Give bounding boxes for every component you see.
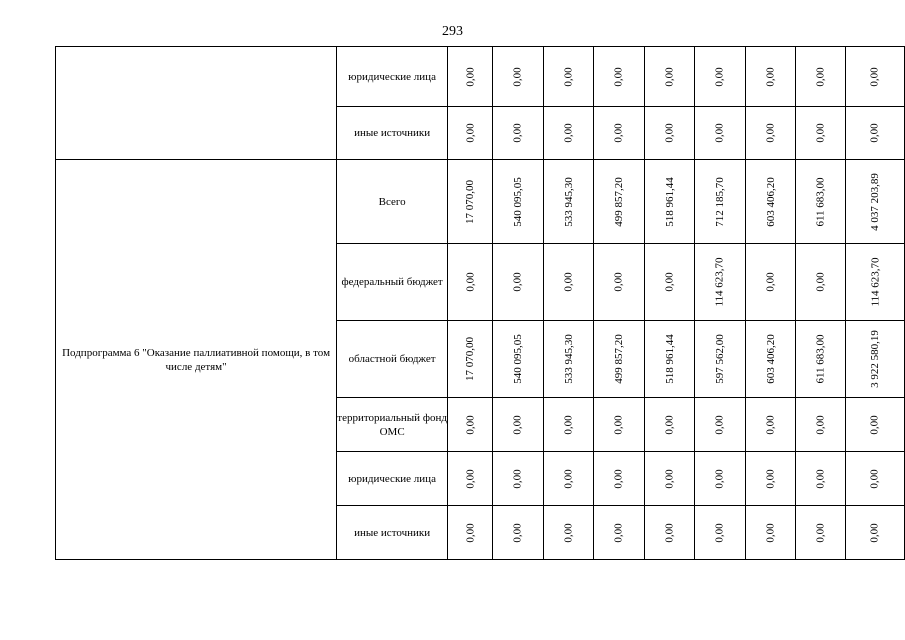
value-cell: 0,00 [796, 47, 846, 107]
value-cell: 0,00 [796, 244, 846, 321]
value-cell: 533 945,30 [543, 160, 594, 244]
value-cell: 499 857,20 [594, 160, 645, 244]
value-cell: 0,00 [846, 452, 905, 506]
value-cell: 0,00 [644, 47, 695, 107]
value-cell: 0,00 [493, 244, 544, 321]
value-cell: 0,00 [695, 452, 746, 506]
value-cell: 0,00 [543, 244, 594, 321]
value-cell: 0,00 [543, 506, 594, 560]
value-cell: 0,00 [796, 398, 846, 452]
table-row [56, 47, 905, 107]
value-cell: 0,00 [644, 244, 695, 321]
value-cell: 0,00 [846, 107, 905, 160]
value-cell: 0,00 [796, 506, 846, 560]
funding-source: иные источники [337, 107, 448, 160]
value-cell: 0,00 [644, 107, 695, 160]
value-cell: 0,00 [644, 452, 695, 506]
program-cell-empty [56, 47, 337, 160]
value-cell: 0,00 [695, 107, 746, 160]
value-cell: 0,00 [745, 452, 796, 506]
value-cell: 0,00 [543, 47, 594, 107]
table-row [56, 160, 905, 244]
value-cell: 0,00 [493, 398, 544, 452]
value-cell: 518 961,44 [644, 160, 695, 244]
value-cell: 0,00 [448, 244, 493, 321]
value-cell: 0,00 [594, 452, 645, 506]
value-cell: 0,00 [695, 398, 746, 452]
value-cell: 0,00 [448, 452, 493, 506]
value-cell: 0,00 [493, 107, 544, 160]
value-cell: 3 922 580,19 [846, 321, 905, 398]
funding-source: юридические лица [337, 452, 448, 506]
value-cell: 0,00 [594, 47, 645, 107]
value-cell: 533 945,30 [543, 321, 594, 398]
value-cell: 0,00 [846, 47, 905, 107]
value-cell: 0,00 [493, 452, 544, 506]
value-cell: 0,00 [594, 506, 645, 560]
value-cell: 0,00 [543, 452, 594, 506]
program-name: Подпрограмма 6 "Оказание паллиативной помощи, в том числе детям" [56, 160, 337, 560]
value-cell: 611 683,00 [796, 160, 846, 244]
funding-source: федеральный бюджет [337, 244, 448, 321]
funding-source: юридические лица [337, 47, 448, 107]
value-cell: 603 406,20 [745, 321, 796, 398]
value-cell: 0,00 [846, 506, 905, 560]
value-cell: 0,00 [543, 107, 594, 160]
value-cell: 0,00 [745, 244, 796, 321]
value-cell: 0,00 [745, 107, 796, 160]
value-cell: 0,00 [644, 398, 695, 452]
value-cell: 17 070,00 [448, 160, 493, 244]
value-cell: 0,00 [644, 506, 695, 560]
value-cell: 4 037 203,89 [846, 160, 905, 244]
funding-source: областной бюджет [337, 321, 448, 398]
value-cell: 0,00 [745, 506, 796, 560]
funding-source: иные источники [337, 506, 448, 560]
value-cell: 712 185,70 [695, 160, 746, 244]
value-cell: 0,00 [695, 47, 746, 107]
value-cell: 0,00 [594, 398, 645, 452]
value-cell: 0,00 [594, 107, 645, 160]
value-cell: 17 070,00 [448, 321, 493, 398]
value-cell: 611 683,00 [796, 321, 846, 398]
value-cell: 0,00 [448, 107, 493, 160]
value-cell: 0,00 [745, 47, 796, 107]
value-cell: 540 095,05 [493, 321, 544, 398]
funding-source: Всего [337, 160, 448, 244]
value-cell: 540 095,05 [493, 160, 544, 244]
value-cell: 0,00 [695, 506, 746, 560]
value-cell: 0,00 [594, 244, 645, 321]
funding-source: территориальный фонд ОМС [337, 398, 448, 452]
value-cell: 0,00 [493, 47, 544, 107]
value-cell: 0,00 [543, 398, 594, 452]
value-cell: 0,00 [448, 47, 493, 107]
value-cell: 0,00 [745, 398, 796, 452]
value-cell: 0,00 [448, 506, 493, 560]
value-cell: 499 857,20 [594, 321, 645, 398]
value-cell: 0,00 [846, 398, 905, 452]
value-cell: 114 623,70 [695, 244, 746, 321]
value-cell: 0,00 [796, 107, 846, 160]
value-cell: 0,00 [796, 452, 846, 506]
value-cell: 518 961,44 [644, 321, 695, 398]
value-cell: 603 406,20 [745, 160, 796, 244]
budget-table [55, 46, 905, 560]
value-cell: 114 623,70 [846, 244, 905, 321]
value-cell: 597 562,00 [695, 321, 746, 398]
value-cell: 0,00 [448, 398, 493, 452]
page-number: 293 [442, 24, 463, 39]
value-cell: 0,00 [493, 506, 544, 560]
